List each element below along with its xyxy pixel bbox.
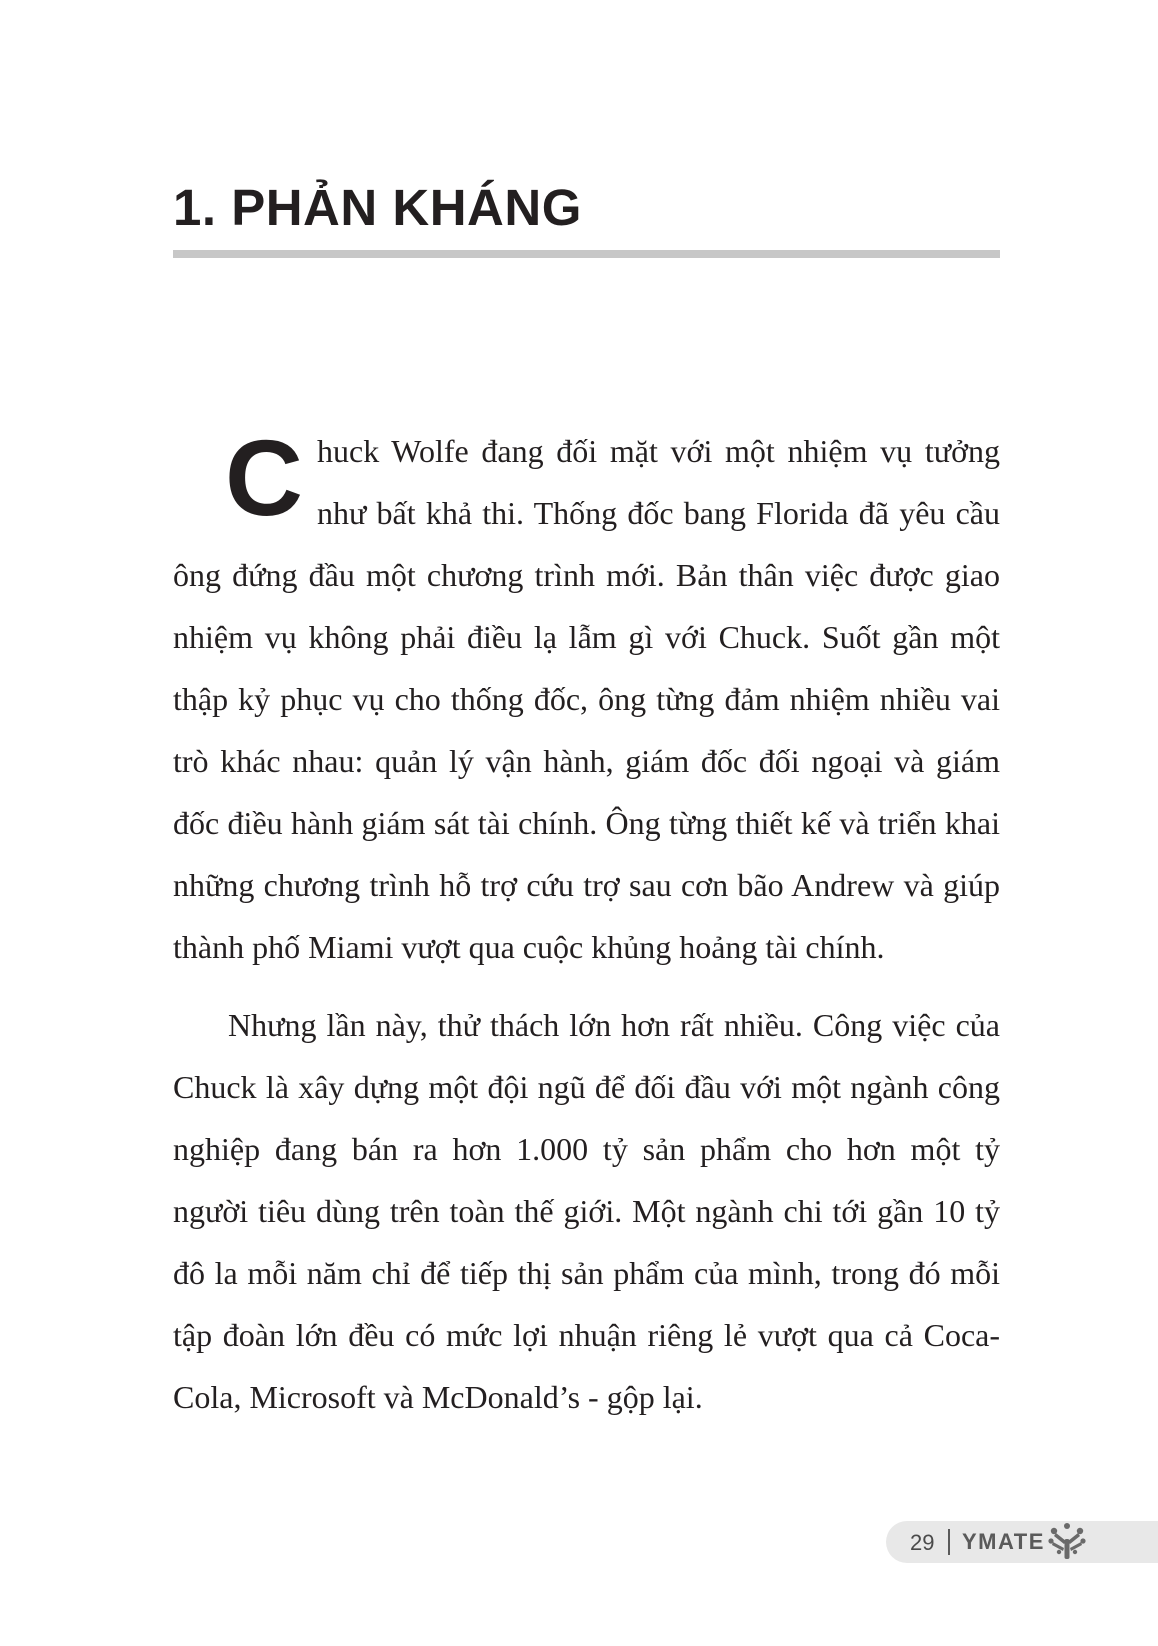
paragraph-1 bbox=[173, 417, 1000, 978]
body-text bbox=[173, 417, 1000, 1428]
chapter-title: 1. PHẢN KHÁNG bbox=[173, 179, 582, 236]
page-number: 29 bbox=[910, 1530, 935, 1555]
drop-cap: C bbox=[225, 417, 303, 538]
footer-divider bbox=[948, 1529, 950, 1555]
paragraph-1-text: huck Wolfe đang đối mặt với một nhiệm vụ tưởng như bất khả thi. Thống đốc bang Florida đã yêu cầu ông đứng đầu một chương trình mới. Bản thân việc được giao nhiệm vụ không phải điều lạ lẫm gì với Chuck. Suốt gần một thập kỷ phục vụ cho thống đốc, ông từng đảm nhiệm nhiều vai trò khác nhau: quản lý vận hành, giám đốc đối ngoại và giám đốc điều hành giám sát tài chính. Ông từng thiết kế và triển khai những chương trình hỗ trợ cứu trợ sau cơn bão Andrew và giúp thành phố Miami vượt qua cuộc khủng hoảng tài chính. bbox=[173, 433, 1000, 965]
title-divider bbox=[173, 250, 1000, 258]
ymate-logo-icon bbox=[1048, 1522, 1086, 1562]
paragraph-2: Nhưng lần này, thử thách lớn hơn rất nhiều. Công việc của Chuck là xây dựng một đội ngũ để đối đầu với một ngành công nghiệp đang bán ra hơn 1.000 tỷ sản phẩm cho hơn một tỷ người tiêu dùng trên toàn thế giới. Một ngành chi tới gần 10 tỷ đô la mỗi năm chỉ để tiếp thị sản phẩm của mình, trong đó mỗi tập đoàn lớn đều có mức lợi nhuận riêng lẻ vượt qua cả Coca-Cola, Microsoft và McDonald’s - gộp lại. bbox=[173, 1007, 1000, 1415]
brand-name: YMATE bbox=[962, 1529, 1045, 1554]
